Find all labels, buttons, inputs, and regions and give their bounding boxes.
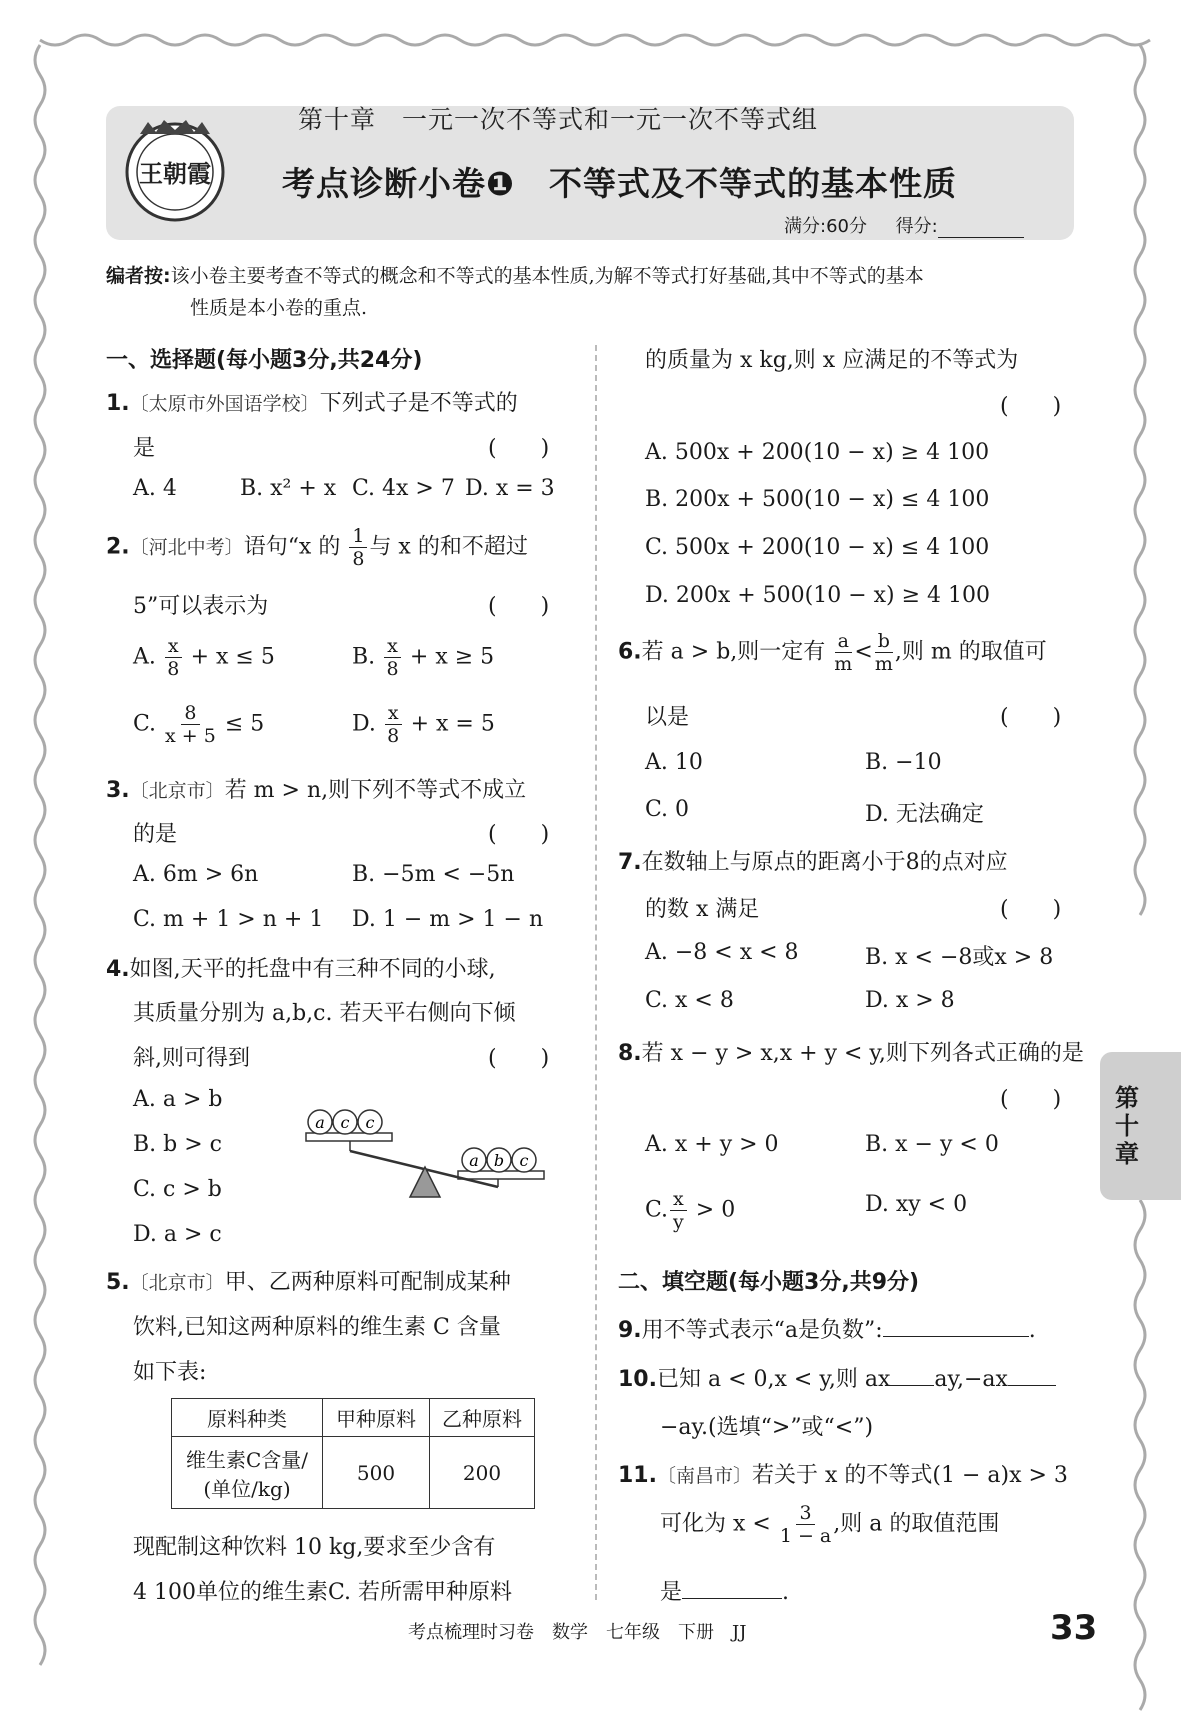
column-divider bbox=[595, 345, 597, 1600]
table-row-label-2: (单位/kg) bbox=[203, 1476, 291, 1501]
q3-option-a[interactable]: A. 6m > 6n bbox=[133, 862, 259, 887]
footer-text: 考点梳理时习卷 数学 七年级 下册 JJ bbox=[408, 1622, 747, 1643]
q9-stem bbox=[618, 1313, 1036, 1344]
q11-stem-text: 若关于 x 的不等式(1 − a)x > 3 bbox=[752, 1463, 1068, 1488]
q1-stem-text: 下列式子是不等式的 bbox=[319, 391, 518, 416]
q11-answer-blank[interactable] bbox=[682, 1580, 782, 1599]
q9-number: 9. bbox=[618, 1318, 642, 1343]
q2-c-label: C. bbox=[133, 711, 157, 737]
score-label: 得分: bbox=[895, 216, 938, 237]
q2-d-frac bbox=[385, 702, 402, 747]
q8-option-d[interactable]: D. xy < 0 bbox=[865, 1192, 968, 1217]
q2-stem-line2: 5”可以表示为 bbox=[133, 594, 269, 619]
q4-stem-text: 如图,天平的托盘中有三种不同的小球, bbox=[129, 957, 496, 982]
q2-fraction bbox=[349, 525, 367, 570]
q8-c-frac bbox=[670, 1188, 687, 1233]
q2-b-rest: + x ≥ 5 bbox=[409, 644, 495, 670]
q2-stem bbox=[106, 525, 528, 570]
q6-stem bbox=[618, 630, 1047, 675]
q7-option-b[interactable]: B. x < −8或x > 8 bbox=[865, 945, 1054, 970]
q2-a-label: A. bbox=[133, 644, 156, 670]
q6-number: 6. bbox=[618, 639, 642, 665]
note-text-2: 性质是本小卷的重点. bbox=[190, 297, 368, 319]
q2-b-label: B. bbox=[352, 644, 376, 670]
q11-frac-den: 1 − a bbox=[779, 1525, 832, 1547]
left-ball-3: c bbox=[365, 1113, 375, 1132]
q6-answer-paren[interactable]: ( ) bbox=[1000, 705, 1062, 730]
table-header-b: 乙种原料 bbox=[430, 1399, 535, 1437]
right-ball-2: b bbox=[493, 1151, 505, 1170]
page-number: 33 bbox=[1050, 1608, 1098, 1648]
q2-a-den: 8 bbox=[167, 658, 180, 680]
q6-stem-a: 若 a > b,则一定有 bbox=[641, 639, 826, 665]
q8-stem bbox=[618, 1036, 1084, 1067]
q2-c-frac bbox=[165, 702, 216, 747]
q6-frac1-num: a bbox=[835, 630, 852, 653]
balance-scale-figure bbox=[298, 1105, 558, 1205]
q11-stem-2b: ,则 a 的取值范围 bbox=[833, 1511, 1000, 1537]
q10-stem-b: ay,−ax bbox=[934, 1367, 1008, 1392]
q4-option-c[interactable]: C. c > b bbox=[133, 1177, 222, 1202]
q2-stem-a: 语句“x 的 bbox=[243, 534, 341, 560]
q8-option-c[interactable] bbox=[645, 1188, 735, 1233]
q5-stem-text: 甲、乙两种原料可配制成某种 bbox=[224, 1270, 511, 1295]
q2-frac-num: 1 bbox=[349, 525, 367, 548]
q4-stem-line3: 斜,则可得到 bbox=[133, 1046, 250, 1071]
q5-table bbox=[171, 1398, 535, 1509]
q10-stem-a: 已知 a < 0,x < y,则 ax bbox=[656, 1367, 891, 1392]
q3-option-d[interactable]: D. 1 − m > 1 − n bbox=[352, 907, 544, 932]
chapter-tab-label: 第十章 bbox=[1115, 1084, 1139, 1168]
editor-note bbox=[106, 260, 1074, 324]
q2-number: 2. bbox=[106, 534, 130, 560]
q10-blank-2[interactable] bbox=[1008, 1367, 1056, 1386]
q2-c-den: x + 5 bbox=[165, 725, 216, 747]
q10-stem-line2: −ay.(选填“>”或“<”) bbox=[660, 1415, 874, 1440]
q7-stem-line2: 的数 x 满足 bbox=[645, 897, 760, 922]
q8-stem-text: 若 x − y > x,x + y < y,则下列各式正确的是 bbox=[641, 1041, 1084, 1066]
table-cell-a: 500 bbox=[323, 1437, 430, 1509]
table-cell-b: 200 bbox=[430, 1437, 535, 1509]
q4-number: 4. bbox=[106, 957, 130, 982]
publisher-logo bbox=[118, 112, 232, 226]
q4-option-d[interactable]: D. a > c bbox=[133, 1222, 222, 1247]
q7-option-a[interactable]: A. −8 < x < 8 bbox=[645, 940, 799, 965]
q11-stem-2a: 可化为 x < bbox=[660, 1511, 771, 1537]
q6-option-d[interactable]: D. 无法确定 bbox=[865, 802, 984, 827]
section-fill-title: 二、填空题(每小题3分,共9分) bbox=[618, 1270, 920, 1295]
q6-option-c[interactable]: C. 0 bbox=[645, 797, 690, 822]
q4-answer-paren[interactable]: ( ) bbox=[488, 1046, 550, 1071]
q1-stem-line2: 是 bbox=[133, 436, 156, 461]
q1-option-a[interactable]: A. 4 bbox=[133, 476, 177, 501]
q9-answer-blank[interactable] bbox=[883, 1318, 1029, 1337]
left-balls bbox=[308, 1110, 382, 1134]
q11-source: 〔南昌市〕 bbox=[656, 1465, 752, 1487]
q1-option-d[interactable]: D. x = 3 bbox=[465, 476, 555, 501]
q4-option-b[interactable]: B. b > c bbox=[133, 1132, 222, 1157]
q11-stem-line3 bbox=[660, 1575, 789, 1606]
q6-stem-b: ,则 m 的取值可 bbox=[894, 639, 1047, 665]
q5-source: 〔北京市〕 bbox=[129, 1272, 225, 1294]
q5-stem-line4: 现配制这种饮料 10 kg,要求至少含有 bbox=[133, 1535, 496, 1560]
q1-option-c[interactable]: C. 4x > 7 bbox=[352, 476, 455, 501]
q2-source: 〔河北中考〕 bbox=[129, 536, 244, 559]
right-ball-3: c bbox=[519, 1151, 529, 1170]
q2-d-den: 8 bbox=[387, 725, 400, 747]
q1-option-b[interactable]: B. x² + x bbox=[240, 476, 337, 501]
q3-option-c[interactable]: C. m + 1 > n + 1 bbox=[133, 907, 324, 932]
table-row-label-1: 维生素C含量/ bbox=[185, 1447, 309, 1472]
q6-stem-line2: 以是 bbox=[645, 705, 690, 730]
right-ball-1: a bbox=[469, 1151, 479, 1170]
table-header-a: 甲种原料 bbox=[323, 1399, 430, 1437]
q8-c-num: x bbox=[670, 1188, 687, 1211]
q8-option-a[interactable]: A. x + y > 0 bbox=[645, 1132, 779, 1157]
q6-frac-1 bbox=[834, 630, 852, 675]
q1-stem bbox=[106, 386, 518, 417]
q5-option-d[interactable]: D. 200x + 500(10 − x) ≥ 4 100 bbox=[645, 583, 991, 608]
note-label: 编者按: bbox=[106, 265, 171, 287]
q8-c-label: C. bbox=[645, 1197, 669, 1223]
q11-frac-num: 3 bbox=[796, 1502, 814, 1525]
q3-source: 〔北京市〕 bbox=[129, 780, 225, 802]
q2-a-frac bbox=[165, 635, 182, 680]
table-row-label bbox=[172, 1437, 323, 1509]
q7-stem-text: 在数轴上与原点的距离小于8的点对应 bbox=[641, 850, 1008, 875]
q1-number: 1. bbox=[106, 391, 130, 416]
q11-stem-line2 bbox=[660, 1502, 999, 1547]
q3-stem bbox=[106, 773, 526, 804]
q6-option-b[interactable]: B. −10 bbox=[865, 750, 942, 775]
q2-option-b[interactable] bbox=[352, 635, 494, 680]
q2-c-num: 8 bbox=[181, 702, 199, 725]
q2-answer-paren[interactable]: ( ) bbox=[488, 594, 550, 619]
q6-option-a[interactable]: A. 10 bbox=[645, 750, 703, 775]
q5-stem-line2: 饮料,已知这两种原料的维生素 C 含量 bbox=[133, 1315, 501, 1340]
q8-number: 8. bbox=[618, 1041, 642, 1066]
q2-d-num: x bbox=[385, 702, 402, 725]
q11-number: 11. bbox=[618, 1463, 657, 1488]
q7-stem bbox=[618, 845, 1008, 876]
q6-frac1-den: m bbox=[834, 653, 853, 675]
q2-option-c[interactable] bbox=[133, 702, 264, 747]
left-ball-1: a bbox=[315, 1113, 325, 1132]
q11-stem-3: 是 bbox=[660, 1580, 683, 1605]
q4-option-a[interactable]: A. a > b bbox=[133, 1087, 223, 1112]
q1-answer-paren[interactable]: ( ) bbox=[488, 436, 550, 461]
q3-stem-text: 若 m > n,则下列不等式不成立 bbox=[224, 778, 527, 803]
q1-source: 〔太原市外国语学校〕 bbox=[129, 393, 320, 415]
q2-b-frac bbox=[384, 635, 401, 680]
q7-option-c[interactable]: C. x < 8 bbox=[645, 988, 734, 1013]
q5-option-a[interactable]: A. 500x + 200(10 − x) ≥ 4 100 bbox=[645, 440, 990, 465]
q6-frac2-den: m bbox=[874, 653, 893, 675]
q11-fraction bbox=[780, 1502, 831, 1547]
right-balls bbox=[462, 1148, 536, 1172]
logo-text: 王朝霞 bbox=[139, 159, 211, 188]
q5-option-b[interactable]: B. 200x + 500(10 − x) ≤ 4 100 bbox=[645, 487, 990, 512]
q4-stem-line2: 其质量分别为 a,b,c. 若天平右侧向下倾 bbox=[133, 1001, 516, 1026]
left-ball-2: c bbox=[340, 1113, 350, 1132]
q8-c-den: y bbox=[673, 1211, 684, 1233]
q10-number: 10. bbox=[618, 1367, 657, 1392]
q2-frac-den: 8 bbox=[352, 548, 365, 570]
q2-d-rest: + x = 5 bbox=[410, 711, 495, 737]
note-text: 该小卷主要考查不等式的概念和不等式的基本性质,为解不等式打好基础,其中不等式的基本 bbox=[170, 265, 924, 287]
q3-stem-line2: 的是 bbox=[133, 822, 178, 847]
table-header-type: 原料种类 bbox=[172, 1399, 323, 1437]
q2-stem-b: 与 x 的和不超过 bbox=[369, 534, 528, 560]
q11-stem bbox=[618, 1458, 1068, 1489]
q8-option-b[interactable]: B. x − y < 0 bbox=[865, 1132, 999, 1157]
q5-stem-line3: 如下表: bbox=[133, 1360, 207, 1385]
q5-answer-paren[interactable]: ( ) bbox=[1000, 394, 1062, 419]
q6-frac2-num: b bbox=[875, 630, 893, 653]
q8-c-rest: > 0 bbox=[695, 1197, 736, 1223]
q2-d-label: D. bbox=[352, 711, 376, 737]
q3-answer-paren[interactable]: ( ) bbox=[488, 822, 550, 847]
q5-stem-line6: 的质量为 x kg,则 x 应满足的不等式为 bbox=[645, 348, 1019, 373]
q6-frac-2 bbox=[875, 630, 893, 675]
score-line bbox=[784, 212, 1024, 238]
q10-stem bbox=[618, 1362, 1056, 1393]
q6-less-than: < bbox=[854, 639, 873, 665]
page-title: 考点诊断小卷❶ 不等式及不等式的基本性质 bbox=[282, 164, 957, 203]
q2-b-num: x bbox=[384, 635, 401, 658]
q3-option-b[interactable]: B. −5m < −5n bbox=[352, 862, 515, 887]
q2-option-a[interactable] bbox=[133, 635, 275, 680]
q5-option-c[interactable]: C. 500x + 200(10 − x) ≤ 4 100 bbox=[645, 535, 990, 560]
q7-number: 7. bbox=[618, 850, 642, 875]
score-blank[interactable] bbox=[938, 221, 1024, 238]
section-choice-title: 一、选择题(每小题3分,共24分) bbox=[106, 348, 423, 373]
chapter-heading: 第十章 一元一次不等式和一元一次不等式组 bbox=[298, 105, 819, 134]
q2-b-den: 8 bbox=[386, 658, 399, 680]
q2-a-rest: + x ≤ 5 bbox=[190, 644, 275, 670]
q9-end: . bbox=[1028, 1318, 1036, 1343]
full-score: 满分:60分 bbox=[784, 216, 867, 237]
q7-option-d[interactable]: D. x > 8 bbox=[865, 988, 955, 1013]
q5-stem bbox=[106, 1265, 511, 1296]
q2-a-num: x bbox=[165, 635, 182, 658]
q4-stem bbox=[106, 952, 496, 983]
q5-stem-line5: 4 100单位的维生素C. 若所需甲种原料 bbox=[133, 1580, 513, 1605]
q3-number: 3. bbox=[106, 778, 130, 803]
q5-number: 5. bbox=[106, 1270, 130, 1295]
q2-c-rest: ≤ 5 bbox=[224, 711, 265, 737]
q11-end: . bbox=[782, 1580, 790, 1605]
q2-option-d[interactable] bbox=[352, 702, 495, 747]
q8-answer-paren[interactable]: ( ) bbox=[1000, 1087, 1062, 1112]
q10-blank-1[interactable] bbox=[890, 1367, 934, 1386]
q9-stem-text: 用不等式表示“a是负数”: bbox=[641, 1318, 883, 1343]
q7-answer-paren[interactable]: ( ) bbox=[1000, 897, 1062, 922]
